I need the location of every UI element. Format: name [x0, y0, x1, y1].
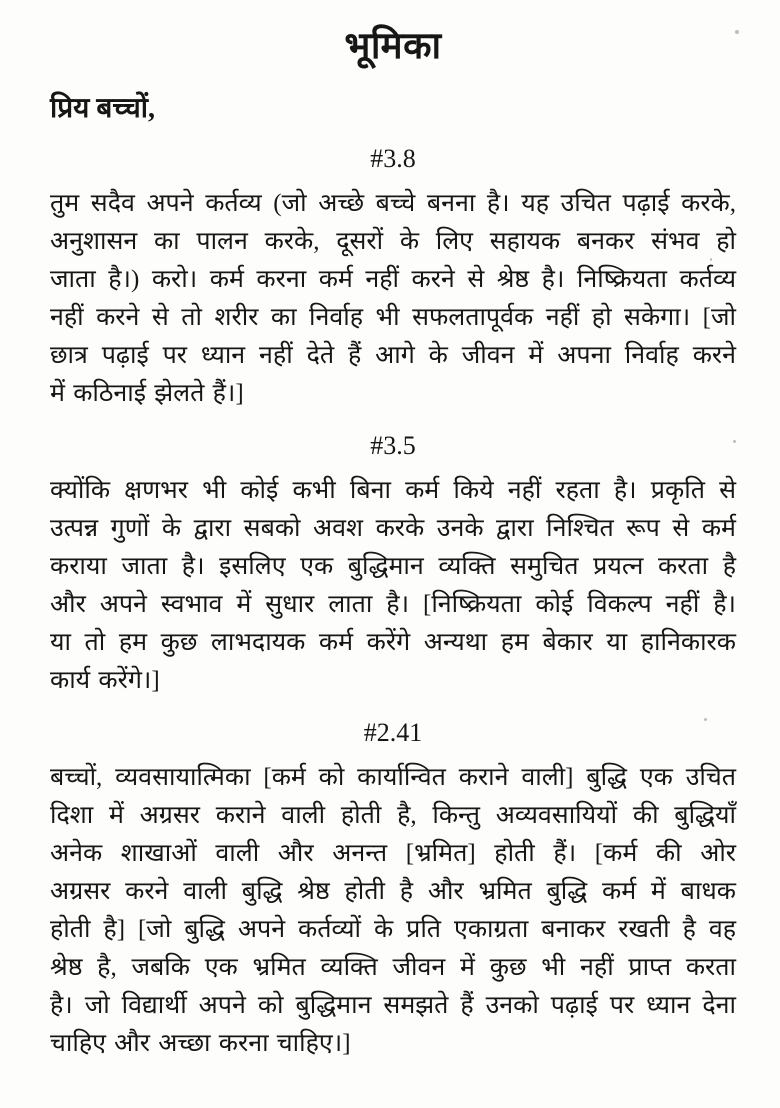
text-line: छात्र पढ़ाई पर ध्यान नहीं देते हैं आगे के जीवन में अपना निर्वाह करने [50, 342, 736, 370]
scan-speck [735, 30, 739, 34]
text-line: अग्रसर करने वाली बुद्धि श्रेष्ठ होती है और भ्रमित बुद्धि कर्म में बाधक [50, 878, 736, 906]
text-line: में कठिनाई झेलते हैं।] [50, 380, 244, 408]
text-line: बच्चों, व्यवसायात्मिका [कर्म को कार्यान्वित कराने वाली] बुद्धि एक उचित [50, 764, 736, 792]
section-3-5 [50, 430, 736, 700]
text-line: अनेक शाखाओं वाली और अनन्त [भ्रमित] होती हैं। [कर्म की ओर [50, 840, 736, 868]
text-line: श्रेष्ठ है, जबकि एक भ्रमित व्यक्ति जीवन में कुछ भी नहीं प्राप्त करता [50, 954, 736, 982]
text-line: चाहिए और अच्छा करना चाहिए।] [50, 1030, 351, 1058]
paragraph [50, 185, 736, 413]
scan-speck [710, 258, 712, 261]
text-line: है। जो विद्यार्थी अपने को बुद्धिमान समझते हैं उनको पढ़ाई पर ध्यान देना [50, 992, 736, 1020]
page-title: भूमिका [344, 26, 442, 67]
text-line: कराया जाता है। इसलिए एक बुद्धिमान व्यक्ति समुचित प्रयत्न करता है [50, 553, 736, 581]
text-line: या तो हम कुछ लाभदायक कर्म करेंगे अन्यथा हम बेकार या हानिकारक [50, 629, 736, 657]
verse-number: #2.41 [363, 718, 423, 748]
text-line: उत्पन्न गुणों के द्वारा सबको अवश करके उनके द्वारा निश्चित रूप से कर्म [50, 515, 736, 543]
salutation: प्रिय बच्चों, [50, 93, 156, 125]
text-line: होती है] [जो बुद्धि अपने कर्तव्यों के प्रति एकाग्रता बनाकर रखती है वह [50, 916, 736, 944]
text-line: क्योंकि क्षणभर भी कोई कभी बिना कर्म किये नहीं रहता है। प्रकृति से [50, 477, 736, 505]
text-line: जाता है।) करो। कर्म करना कर्म नहीं करने से श्रेष्ठ है। निष्क्रियता कर्तव्य [50, 266, 736, 294]
text-line: कार्य करेंगे।] [50, 667, 160, 695]
text-line: दिशा में अग्रसर कराने वाली होती है, किन्तु अव्यवसायियों की बुद्धियाँ [50, 802, 736, 830]
text-line: और अपने स्वभाव में सुधार लाता है। [निष्क्रियता कोई विकल्प नहीं है। [50, 591, 736, 619]
paragraph [50, 759, 736, 1063]
scan-speck [733, 440, 736, 443]
text-line: नहीं करने से तो शरीर का निर्वाह भी सफलतापूर्वक नहीं हो सकेगा। [जो [50, 304, 736, 332]
text-line: तुम सदैव अपने कर्तव्य (जो अच्छे बच्चे बनना है। यह उचित पढ़ाई करके, [50, 190, 736, 218]
section-2-41 [50, 717, 736, 1063]
verse-number: #3.5 [370, 431, 416, 461]
text-line: अनुशासन का पालन करके, दूसरों के लिए सहायक बनकर संभव हो [50, 228, 736, 256]
scan-speck [704, 718, 707, 721]
verse-number: #3.8 [370, 143, 416, 173]
section-3-8 [50, 143, 736, 413]
paragraph [50, 472, 736, 700]
